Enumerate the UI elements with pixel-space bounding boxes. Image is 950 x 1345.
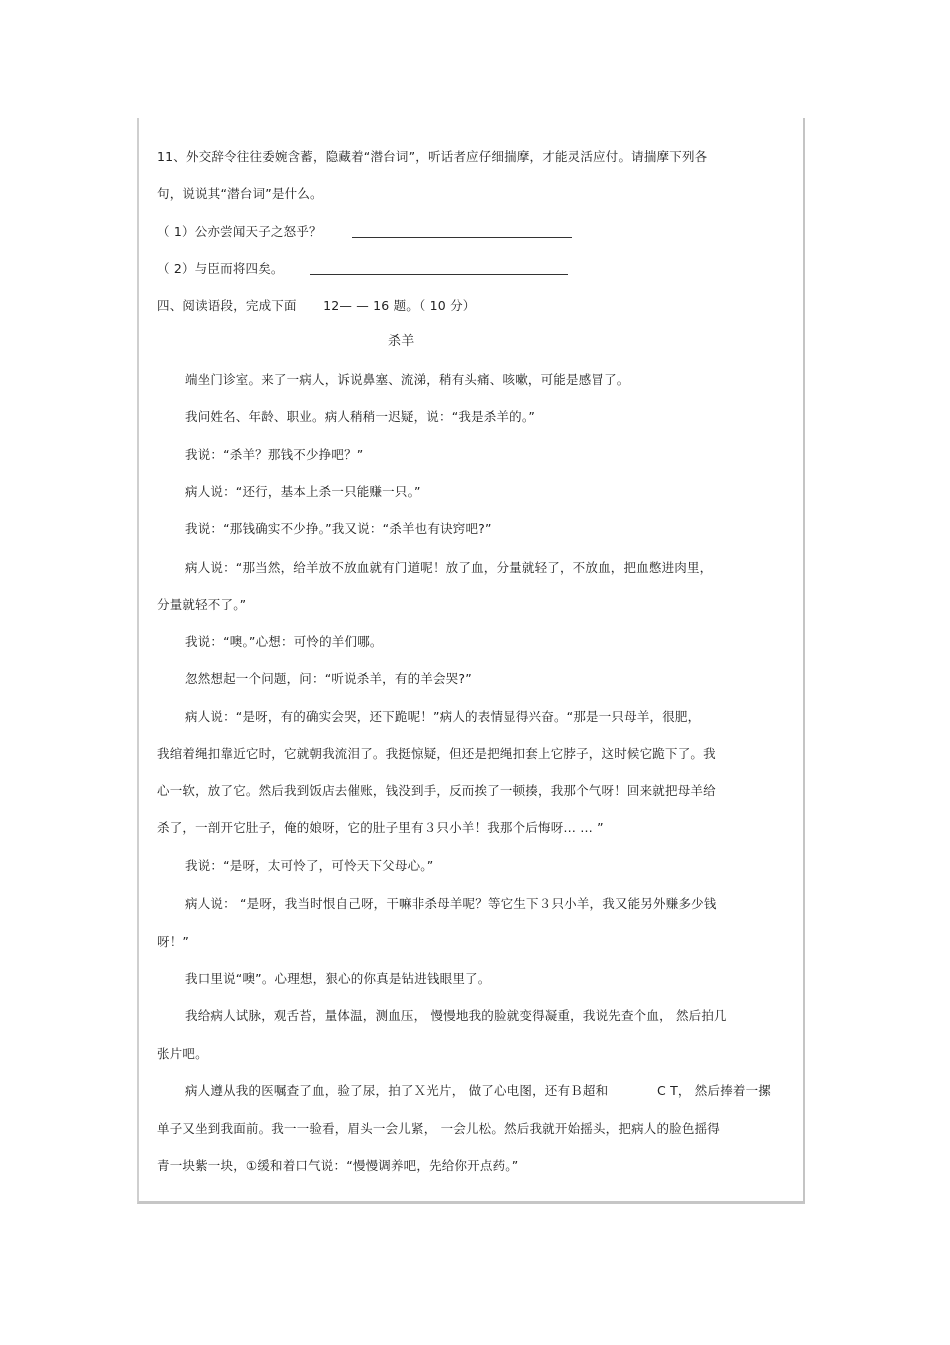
story-paragraph-12: 我口里说“噢”。心理想，狠心的你真是钻进钱眼里了。	[185, 971, 491, 986]
story-paragraph-14-line-3: 青一块紫一块，①缓和着口气说：“慢慢调养吧，先给你开点药。”	[157, 1158, 519, 1173]
q11-item-2	[157, 261, 568, 277]
story-paragraph-6-line-1: 病人说：“那当然，给羊放不放血就有门道呢！放了血，分量就轻了，不放血，把血憋进肉里，	[185, 560, 713, 575]
story-paragraph-13-line-1: 我给病人试脉，观舌苔，量体温，测血压， 慢慢地我的脸就变得凝重，我说先查个血， 然后拍几	[185, 1008, 727, 1023]
answer-blank-2[interactable]	[310, 262, 568, 275]
q11-line-2: 句，说说其“潜台词”是什么。	[157, 186, 323, 201]
answer-blank-1[interactable]	[352, 225, 572, 238]
q11-item-2-text: （ 2）与臣而将四矣。	[157, 261, 284, 276]
section-4-heading	[157, 298, 476, 314]
story-paragraph-4: 病人说：“还行，基本上杀一只能赚一只。”	[185, 484, 421, 499]
section-4-heading-a: 四、阅读语段，完成下面	[157, 298, 297, 313]
page-frame	[137, 118, 805, 1204]
story-paragraph-9-line-3: 心一软，放了它。然后我到饭店去催账，钱没到手，反而挨了一顿揍，我那个气呀！回来就把母羊给	[157, 783, 716, 798]
story-paragraph-9-line-1: 病人说：“是呀，有的确实会哭，还下跪呢！”病人的表情显得兴奋。“那是一只母羊，很肥，	[185, 709, 701, 724]
story-paragraph-3: 我说：“杀羊？那钱不少挣吧？”	[185, 447, 364, 462]
story-paragraph-5: 我说：“那钱确实不少挣。”我又说：“杀羊也有诀窍吧?”	[185, 521, 492, 536]
story-paragraph-10: 我说：“是呀，太可怜了，可怜天下父母心。”	[185, 858, 434, 873]
q11-item-1	[157, 224, 572, 240]
story-paragraph-11-line-2: 呀！”	[157, 934, 190, 949]
story-paragraph-9-line-2: 我绾着绳扣靠近它时，它就朝我流泪了。我挺惊疑，但还是把绳扣套上它脖子，这时候它跪下了。我	[157, 746, 716, 761]
story-paragraph-11-line-1: 病人说： “是呀，我当时恨自己呀，干嘛非杀母羊呢？等它生下３只小羊，我又能另外赚多少钱	[185, 896, 717, 911]
story-paragraph-8: 忽然想起一个问题，问：“听说杀羊，有的羊会哭?”	[185, 671, 472, 686]
story-title: 杀羊	[388, 334, 415, 349]
story-paragraph-6-line-2: 分量就轻不了。”	[157, 597, 247, 612]
story-paragraph-1: 端坐门诊室。来了一病人，诉说鼻塞、流涕，稍有头痛、咳嗽，可能是感冒了。	[185, 372, 630, 387]
story-paragraph-14-line-2: 单子又坐到我面前。我一一验看，眉头一会儿紧， 一会儿松。然后我就开始摇头，把病人的脸色摇得	[157, 1121, 720, 1136]
story-paragraph-9-line-4: 杀了，一剖开它肚子，俺的娘呀，它的肚子里有３只小羊！我那个后悔呀… … ”	[157, 820, 604, 835]
story-paragraph-14-line-1a: 病人遵从我的医嘱查了血，验了尿，拍了Ｘ光片， 做了心电图，还有Ｂ超和	[185, 1083, 609, 1098]
story-paragraph-13-line-2: 张片吧。	[157, 1046, 208, 1061]
q11-line-1: 11、外交辞令往往委婉含蓄，隐藏着“潜台词”，听话者应仔细揣摩，才能灵活应付。请揣摩下列各	[157, 149, 708, 164]
story-paragraph-14-line-1b: C T， 然后捧着一摞	[657, 1083, 772, 1098]
story-paragraph-7: 我说：“噢。”心想：可怜的羊们哪。	[185, 634, 383, 649]
section-4-heading-b: 12— — 16 题。（ 10 分）	[323, 298, 476, 313]
q11-item-1-text: （ 1）公亦尝闻天子之怒乎？	[157, 224, 322, 239]
story-paragraph-2: 我问姓名、年龄、职业。病人稍稍一迟疑，说：“我是杀羊的。”	[185, 409, 536, 424]
